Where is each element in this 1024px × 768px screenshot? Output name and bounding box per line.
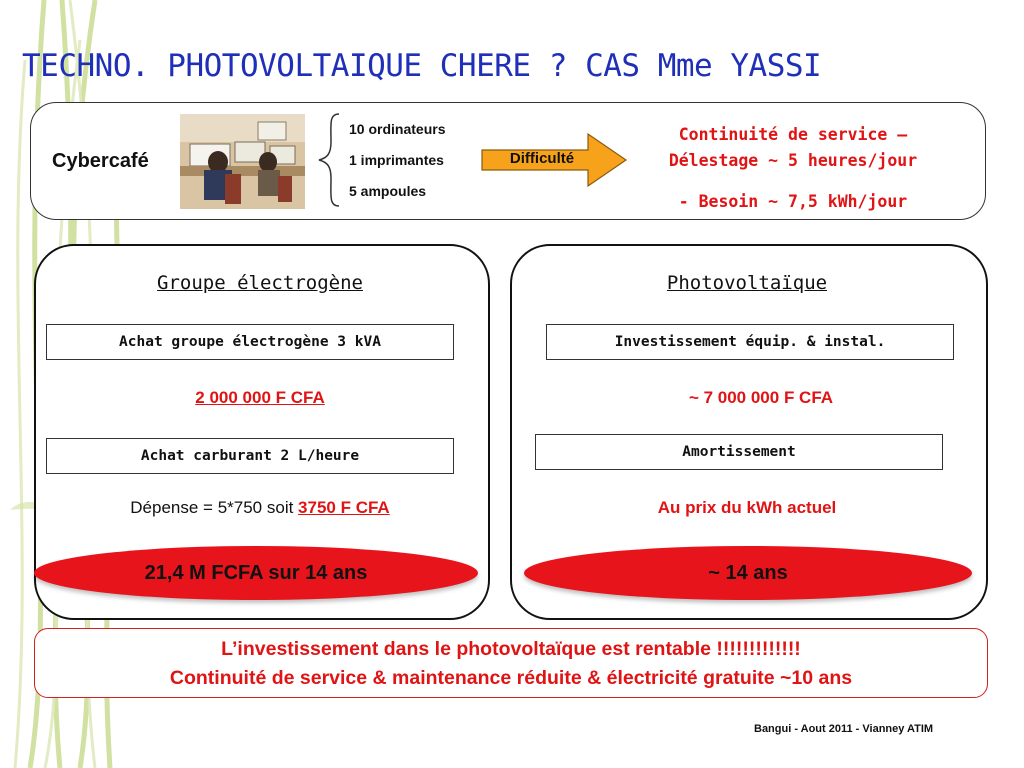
generator-purchase-box: Achat groupe électrogène 3 kVA bbox=[46, 324, 454, 360]
cybercafe-label: Cybercafé bbox=[52, 150, 149, 172]
need-text: - Besoin ~ 7,5 kWh/jour bbox=[678, 192, 908, 211]
equipment-item: 5 ampoules bbox=[349, 183, 427, 199]
photovoltaic-title: Photovoltaïque bbox=[666, 272, 828, 294]
expense-value: 3750 F CFA bbox=[298, 498, 390, 517]
fuel-purchase-box: Achat carburant 2 L/heure bbox=[46, 438, 454, 474]
conclusion-box bbox=[34, 628, 988, 698]
expense-prefix: Dépense = 5*750 soit bbox=[130, 498, 299, 517]
cybercafe-photo bbox=[180, 114, 305, 209]
generator-total-badge: 21,4 M FCFA sur 14 ans bbox=[34, 546, 478, 600]
payback-badge: ~ 14 ans bbox=[524, 546, 972, 600]
equipment-item: 1 imprimantes bbox=[349, 152, 444, 168]
amortization-box: Amortissement bbox=[535, 434, 943, 470]
brace-icon bbox=[313, 112, 343, 208]
continuity-line2: Délestage ~ 5 heures/jour bbox=[668, 151, 918, 170]
investment-box: Investissement équip. & instal. bbox=[546, 324, 954, 360]
generator-title: Groupe électrogène bbox=[157, 272, 363, 294]
footer-credit: Bangui - Aout 2011 - Vianney ATIM bbox=[754, 723, 934, 735]
slide-title: TECHNO. PHOTOVOLTAIQUE CHERE ? CAS Mme YASSI bbox=[22, 48, 822, 84]
kwh-price-note: Au prix du kWh actuel bbox=[657, 498, 837, 517]
conclusion-line2: Continuité de service & maintenance réduite & électricité gratuite ~10 ans bbox=[169, 667, 853, 689]
difficulty-label: Difficulté bbox=[509, 150, 575, 167]
continuity-text bbox=[628, 122, 958, 174]
expense-line bbox=[34, 498, 486, 518]
continuity-line1: Continuité de service – bbox=[678, 125, 908, 144]
equipment-item: 10 ordinateurs bbox=[349, 121, 446, 137]
generator-price: 2 000 000 F CFA bbox=[195, 388, 325, 407]
conclusion-line1: L’investissement dans le photovoltaïque est rentable !!!!!!!!!!!!! bbox=[221, 638, 801, 660]
photovoltaic-price: ~ 7 000 000 F CFA bbox=[688, 388, 834, 407]
